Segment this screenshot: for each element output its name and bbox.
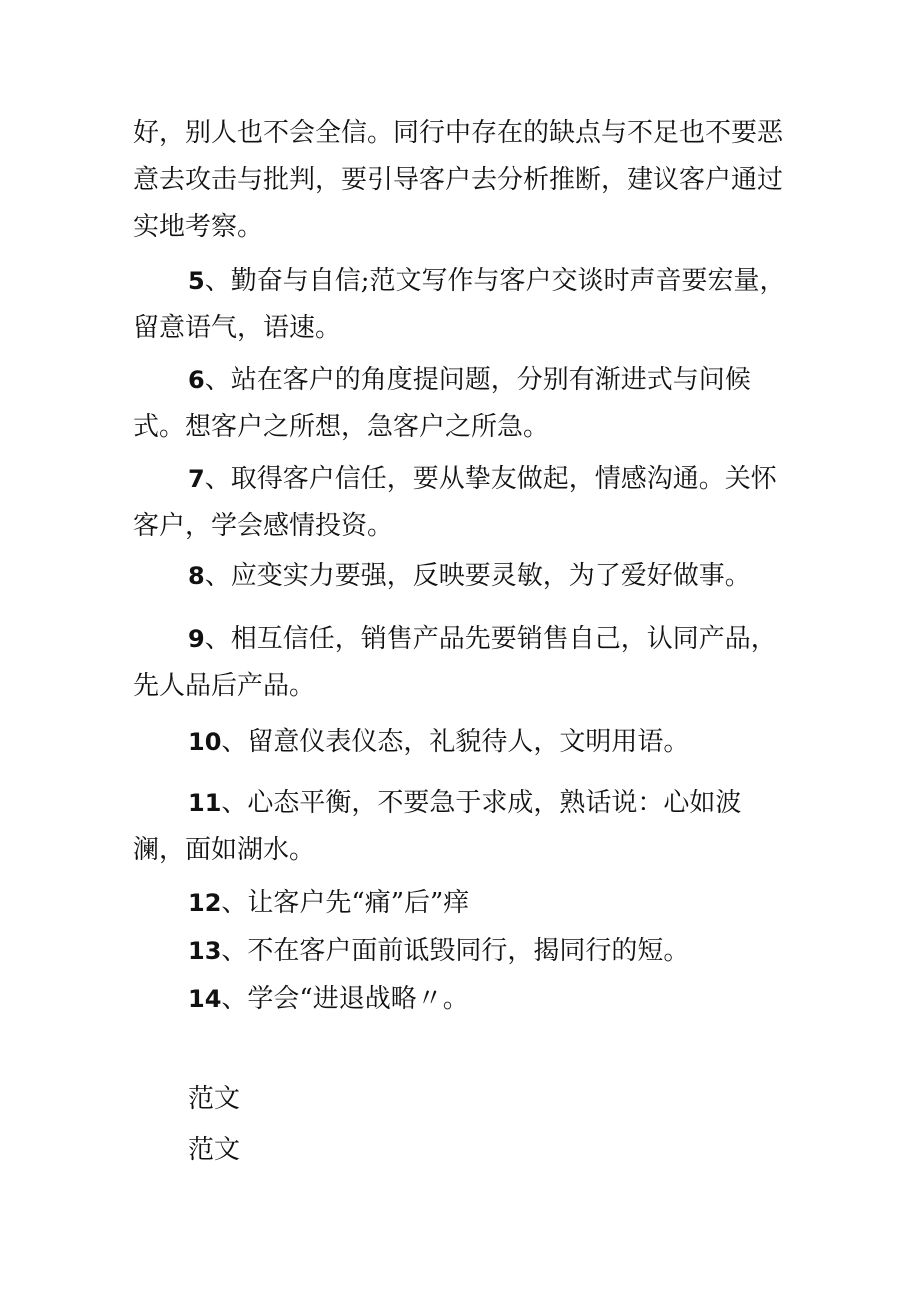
list-item-13 [133, 928, 793, 975]
item-separator: 、 [204, 365, 231, 395]
list-item-14 [133, 976, 793, 1023]
item-number: 9 [188, 625, 205, 653]
footer-label: 范文 [188, 1135, 241, 1165]
item-separator: 、 [221, 984, 248, 1014]
item-text: 应变实力要强，反映要灵敏，为了爱好做事。 [230, 561, 751, 591]
item-number: 6 [188, 366, 205, 394]
item-text: 心态平衡，不要急于求成，熟话说：心如波澜，面如湖水。 [133, 788, 742, 865]
item-text: 不在客户面前诋毁同行，揭同行的短。 [247, 936, 690, 966]
item-number: 7 [188, 465, 205, 493]
footer-label: 范文 [188, 1084, 241, 1114]
item-separator: 、 [204, 266, 231, 296]
list-item-12 [133, 880, 793, 927]
item-text: 让客户先“痛”后”痒 [247, 888, 470, 918]
item-number: 12 [188, 889, 222, 917]
list-item-5 [133, 258, 793, 352]
item-separator: 、 [221, 888, 248, 918]
item-text: 相互信任，销售产品先要销售自己，认同产品，先人品后产品。 [133, 624, 777, 701]
list-item-8 [133, 553, 793, 600]
item-number: 11 [188, 789, 222, 817]
item-separator: 、 [204, 624, 231, 654]
item-separator: 、 [204, 561, 231, 591]
item-number: 5 [188, 267, 205, 295]
list-item-9 [133, 616, 793, 710]
item-text: 学会“进退战略〃。 [247, 984, 469, 1014]
paragraph-text: 好，别人也不会全信。同行中存在的缺点与不足也不要恶意去攻击与批判，要引导客户去分析推断，建议客户通过实地考察。 [133, 118, 784, 242]
list-item-10 [133, 719, 793, 766]
list-item-11 [133, 780, 793, 874]
item-separator: 、 [221, 788, 248, 818]
paragraph-continuation [133, 110, 793, 251]
item-text: 站在客户的角度提问题，分别有渐进式与问候式。想客户之所想，急客户之所急。 [133, 365, 751, 442]
item-text: 勤奋与自信;范文写作与客户交谈时声音要宏量，留意语气，语速。 [133, 266, 786, 343]
item-number: 14 [188, 985, 222, 1013]
item-separator: 、 [221, 727, 248, 757]
item-text: 取得客户信任，要从挚友做起，情感沟通。关怀客户，学会感情投资。 [133, 464, 777, 541]
item-separator: 、 [221, 936, 248, 966]
item-number: 13 [188, 937, 222, 965]
list-item-6 [133, 357, 793, 451]
item-number: 8 [188, 562, 205, 590]
list-item-7 [133, 456, 793, 550]
item-separator: 、 [204, 464, 231, 494]
item-text: 留意仪表仪态，礼貌待人，文明用语。 [247, 727, 690, 757]
item-number: 10 [188, 728, 222, 756]
